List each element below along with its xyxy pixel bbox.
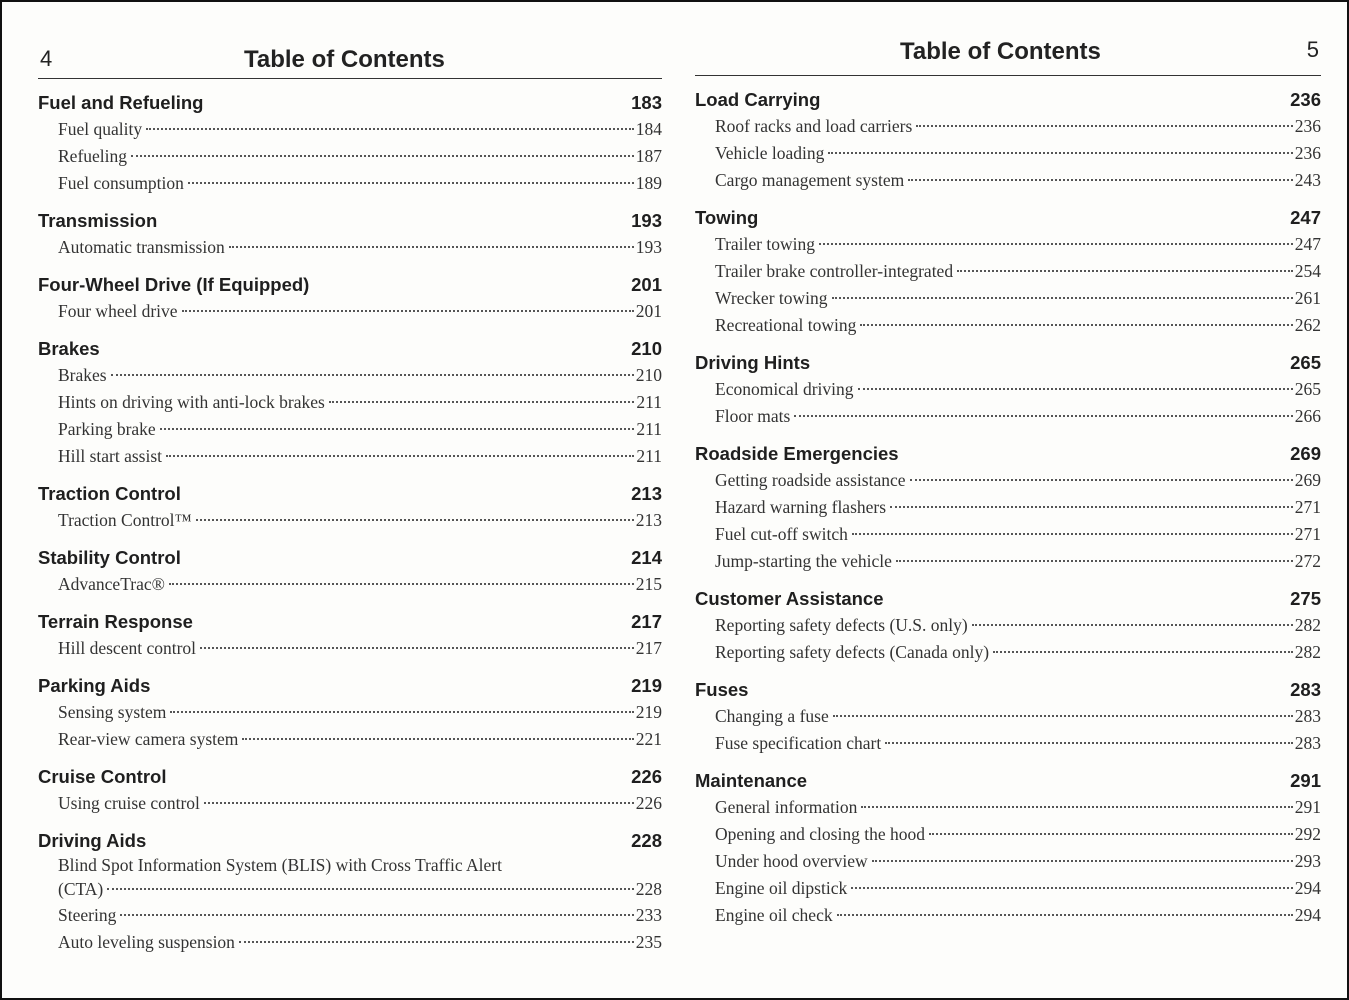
entry-page-number: 292 [1294,824,1321,844]
entry-label: Blind Spot Information System (BLIS) with Cross Traffic Alert [58,855,502,875]
toc-entry[interactable] [695,848,1321,875]
entry-page-number: 193 [635,237,662,257]
dot-leader [852,533,1293,535]
entry-label: Wrecker towing [715,288,828,308]
dot-leader [851,887,1293,889]
section-page-number: 236 [1290,89,1321,110]
entry-page-number: 293 [1294,851,1321,871]
entry-label: Engine oil dipstick [715,878,848,898]
entry-label: Trailer towing [715,234,815,254]
toc-entry[interactable] [695,312,1321,339]
section-heading[interactable] [695,676,1321,703]
dot-leader [107,888,633,890]
section-heading[interactable] [695,349,1321,376]
section-title: Stability Control [38,547,181,568]
dot-leader [837,914,1293,916]
entry-page-number: 261 [1294,288,1321,308]
section-title: Parking Aids [38,675,151,696]
section-page-number: 210 [631,338,662,359]
toc-section [38,207,662,261]
dot-leader [196,519,634,521]
section-title: Load Carrying [695,89,821,110]
section-title: Roadside Emergencies [695,443,899,464]
entry-label: Roof racks and load carriers [715,116,913,136]
toc-section [695,676,1321,757]
toc-section [38,672,662,753]
entry-label: Under hood overview [715,851,868,871]
left-page [38,2,662,966]
entry-page-number: 282 [1294,615,1321,635]
entry-page-number: 271 [1294,524,1321,544]
toc-entry[interactable] [695,794,1321,821]
toc-entry[interactable] [695,548,1321,575]
entry-page-number: 226 [635,793,662,813]
section-title: Fuses [695,679,749,700]
entry-page-number: 269 [1294,470,1321,490]
entry-page-number: 228 [635,879,662,899]
section-heading[interactable] [38,608,662,635]
entry-label: Refueling [58,146,128,166]
entry-label: Reporting safety defects (Canada only) [715,642,990,662]
dot-leader [229,246,634,248]
section-title: Transmission [38,210,158,231]
toc-entry[interactable] [38,116,662,143]
dot-leader [861,806,1292,808]
dot-leader [182,310,634,312]
section-page-number: 217 [631,611,662,632]
entry-page-number: 265 [1294,379,1321,399]
entry-label: Economical driving [715,379,854,399]
entry-page-number: 189 [635,173,662,193]
entry-page-number: 262 [1294,315,1321,335]
dot-leader [860,324,1292,326]
entry-label: Getting roadside assistance [715,470,906,490]
toc-entry[interactable] [38,362,662,389]
dot-leader [120,914,633,916]
dot-leader [239,941,634,943]
right-page-title: Table of Contents [900,38,1101,65]
section-page-number: 226 [631,766,662,787]
entry-label: Vehicle loading [715,143,825,163]
toc-entry[interactable] [38,170,662,197]
entry-page-number: 266 [1294,406,1321,426]
toc-entry[interactable] [695,113,1321,140]
section-page-number: 201 [631,274,662,295]
toc-entry[interactable] [38,443,662,470]
section-page-number: 219 [631,675,662,696]
section-page-number: 213 [631,483,662,504]
toc-entry[interactable] [38,143,662,170]
section-heading[interactable] [695,86,1321,113]
entry-label: Rear-view camera system [58,729,239,749]
entry-label: Parking brake [58,419,156,439]
left-toc-sections [38,79,662,956]
section-title: Fuel and Refueling [38,92,204,113]
dot-leader [170,711,633,713]
toc-entry[interactable] [38,699,662,726]
section-heading[interactable] [38,672,662,699]
entry-label-continued: (CTA) [58,879,104,899]
section-page-number: 183 [631,92,662,113]
toc-entry[interactable] [38,929,662,956]
dot-leader [832,297,1293,299]
entry-page-number: 211 [636,392,662,412]
entry-page-number: 210 [635,365,662,385]
toc-section [38,544,662,598]
section-title: Driving Hints [695,352,811,373]
section-page-number: 214 [631,547,662,568]
toc-entry[interactable] [38,635,662,662]
toc-section [38,763,662,817]
entry-label: Sensing system [58,702,167,722]
toc-entry[interactable] [38,854,662,902]
entry-page-number: 236 [1294,116,1321,136]
entry-label: Fuel cut-off switch [715,524,848,544]
section-heading[interactable] [38,544,662,571]
section-title: Traction Control [38,483,181,504]
dot-leader [794,415,1292,417]
entry-label: Using cruise control [58,793,200,813]
dot-leader [885,742,1293,744]
toc-section [38,335,662,470]
section-heading[interactable] [38,480,662,507]
toc-entry[interactable] [38,234,662,261]
toc-entry[interactable] [38,902,662,929]
right-toc-sections [695,76,1321,929]
section-page-number: 228 [631,830,662,851]
entry-label: AdvanceTrac® [58,574,165,594]
section-heading[interactable] [38,827,662,854]
dot-leader [329,401,635,403]
toc-section [695,204,1321,339]
section-page-number: 269 [1290,443,1321,464]
toc-section [38,480,662,534]
section-heading[interactable] [38,335,662,362]
entry-page-number: 243 [1294,170,1321,190]
section-heading[interactable] [38,271,662,298]
entry-page-number: 271 [1294,497,1321,517]
section-page-number: 291 [1290,770,1321,791]
toc-entry[interactable] [695,821,1321,848]
section-page-number: 265 [1290,352,1321,373]
dot-leader [896,560,1293,562]
entry-label: Jump-starting the vehicle [715,551,892,571]
section-title: Towing [695,207,759,228]
toc-section [38,271,662,325]
toc-entry[interactable] [695,494,1321,521]
entry-label: Fuel consumption [58,173,184,193]
entry-page-number: 217 [635,638,662,658]
entry-page-number: 233 [635,905,662,925]
entry-page-number: 272 [1294,551,1321,571]
entry-page-number: 236 [1294,143,1321,163]
entry-page-number: 187 [635,146,662,166]
entry-page-number: 247 [1294,234,1321,254]
entry-page-number: 283 [1294,733,1321,753]
dot-leader [872,860,1293,862]
toc-entry[interactable] [695,403,1321,430]
section-heading[interactable] [695,204,1321,231]
section-heading[interactable] [695,767,1321,794]
entry-page-number: 213 [635,510,662,530]
entry-label: Floor mats [715,406,791,426]
entry-label: Hazard warning flashers [715,497,887,517]
entry-label: Traction Control™ [58,510,192,530]
toc-entry[interactable] [38,507,662,534]
section-title: Cruise Control [38,766,167,787]
dot-leader [204,802,634,804]
section-heading[interactable] [38,763,662,790]
section-title: Brakes [38,338,100,359]
entry-label: Brakes [58,365,107,385]
toc-section [695,349,1321,430]
section-page-number: 283 [1290,679,1321,700]
toc-section [695,585,1321,666]
entry-label: Reporting safety defects (U.S. only) [715,615,968,635]
dot-leader [957,270,1293,272]
entry-page-number: 211 [636,446,662,466]
entry-label: Recreational towing [715,315,857,335]
toc-entry[interactable] [695,612,1321,639]
dot-leader [916,125,1292,127]
toc-entry[interactable] [695,467,1321,494]
toc-section [695,440,1321,575]
entry-page-number: 283 [1294,706,1321,726]
entry-label: Steering [58,905,117,925]
dot-leader [146,128,634,130]
entry-line-2 [58,876,662,902]
entry-label: Opening and closing the hood [715,824,925,844]
toc-section [38,827,662,956]
entry-page-number: 291 [1294,797,1321,817]
toc-entry[interactable] [38,726,662,753]
section-title: Terrain Response [38,611,193,632]
toc-entry[interactable] [695,730,1321,757]
toc-entry[interactable] [695,875,1321,902]
entry-page-number: 201 [635,301,662,321]
toc-entry[interactable] [695,231,1321,258]
dot-leader [242,738,633,740]
entry-page-number: 219 [635,702,662,722]
entry-page-number: 294 [1294,905,1321,925]
dot-leader [111,374,634,376]
entry-page-number: 282 [1294,642,1321,662]
toc-entry[interactable] [695,902,1321,929]
dot-leader [908,179,1293,181]
dot-leader [929,833,1293,835]
entry-page-number: 215 [635,574,662,594]
entry-label: Trailer brake controller-integrated [715,261,954,281]
entry-label: Engine oil check [715,905,833,925]
left-page-number: 4 [40,46,53,71]
entry-page-number: 235 [635,932,662,952]
dot-leader [131,155,634,157]
section-heading[interactable] [38,89,662,116]
toc-entry[interactable] [695,258,1321,285]
entry-page-number: 294 [1294,878,1321,898]
dot-leader [833,715,1293,717]
section-heading[interactable] [695,440,1321,467]
entry-label: Four wheel drive [58,301,178,321]
section-heading[interactable] [695,585,1321,612]
toc-entry[interactable] [38,389,662,416]
dot-leader [200,647,634,649]
dot-leader [993,651,1293,653]
left-page-title: Table of Contents [244,46,445,73]
toc-entry[interactable] [695,703,1321,730]
entry-page-number: 254 [1294,261,1321,281]
section-title: Four-Wheel Drive (If Equipped) [38,274,310,295]
dot-leader [166,455,634,457]
toc-section [695,86,1321,194]
entry-page-number: 211 [636,419,662,439]
dot-leader [910,479,1293,481]
toc-entry[interactable] [695,285,1321,312]
toc-entry[interactable] [695,639,1321,666]
toc-section [38,89,662,197]
entry-label: Fuel quality [58,119,143,139]
right-page [695,2,1321,939]
right-page-header [695,2,1321,76]
toc-entry[interactable] [38,298,662,325]
section-page-number: 193 [631,210,662,231]
section-page-number: 247 [1290,207,1321,228]
toc-entry[interactable] [695,140,1321,167]
entry-label: Cargo management system [715,170,905,190]
dot-leader [188,182,634,184]
section-page-number: 275 [1290,588,1321,609]
section-heading[interactable] [38,207,662,234]
toc-entry[interactable] [38,790,662,817]
entry-page-number: 184 [635,119,662,139]
dot-leader [169,583,634,585]
toc-entry[interactable] [695,376,1321,403]
toc-entry[interactable] [38,571,662,598]
section-title: Customer Assistance [695,588,884,609]
toc-entry[interactable] [695,521,1321,548]
toc-entry[interactable] [695,167,1321,194]
entry-label: Fuse specification chart [715,733,882,753]
dot-leader [160,428,635,430]
entry-label: Changing a fuse [715,706,829,726]
entry-label: Hill start assist [58,446,163,466]
entry-label: Hill descent control [58,638,197,658]
dot-leader [819,243,1293,245]
toc-entry[interactable] [38,416,662,443]
left-page-header [38,2,662,79]
toc-section [38,608,662,662]
dot-leader [828,152,1292,154]
section-title: Driving Aids [38,830,147,851]
dot-leader [972,624,1293,626]
entry-label: Hints on driving with anti-lock brakes [58,392,325,412]
entry-page-number: 221 [635,729,662,749]
entry-label: Automatic transmission [58,237,225,257]
right-page-number: 5 [1306,37,1319,62]
toc-section [695,767,1321,929]
dot-leader [858,388,1293,390]
entry-label: Auto leveling suspension [58,932,235,952]
section-title: Maintenance [695,770,808,791]
dot-leader [890,506,1293,508]
entry-label: General information [715,797,858,817]
